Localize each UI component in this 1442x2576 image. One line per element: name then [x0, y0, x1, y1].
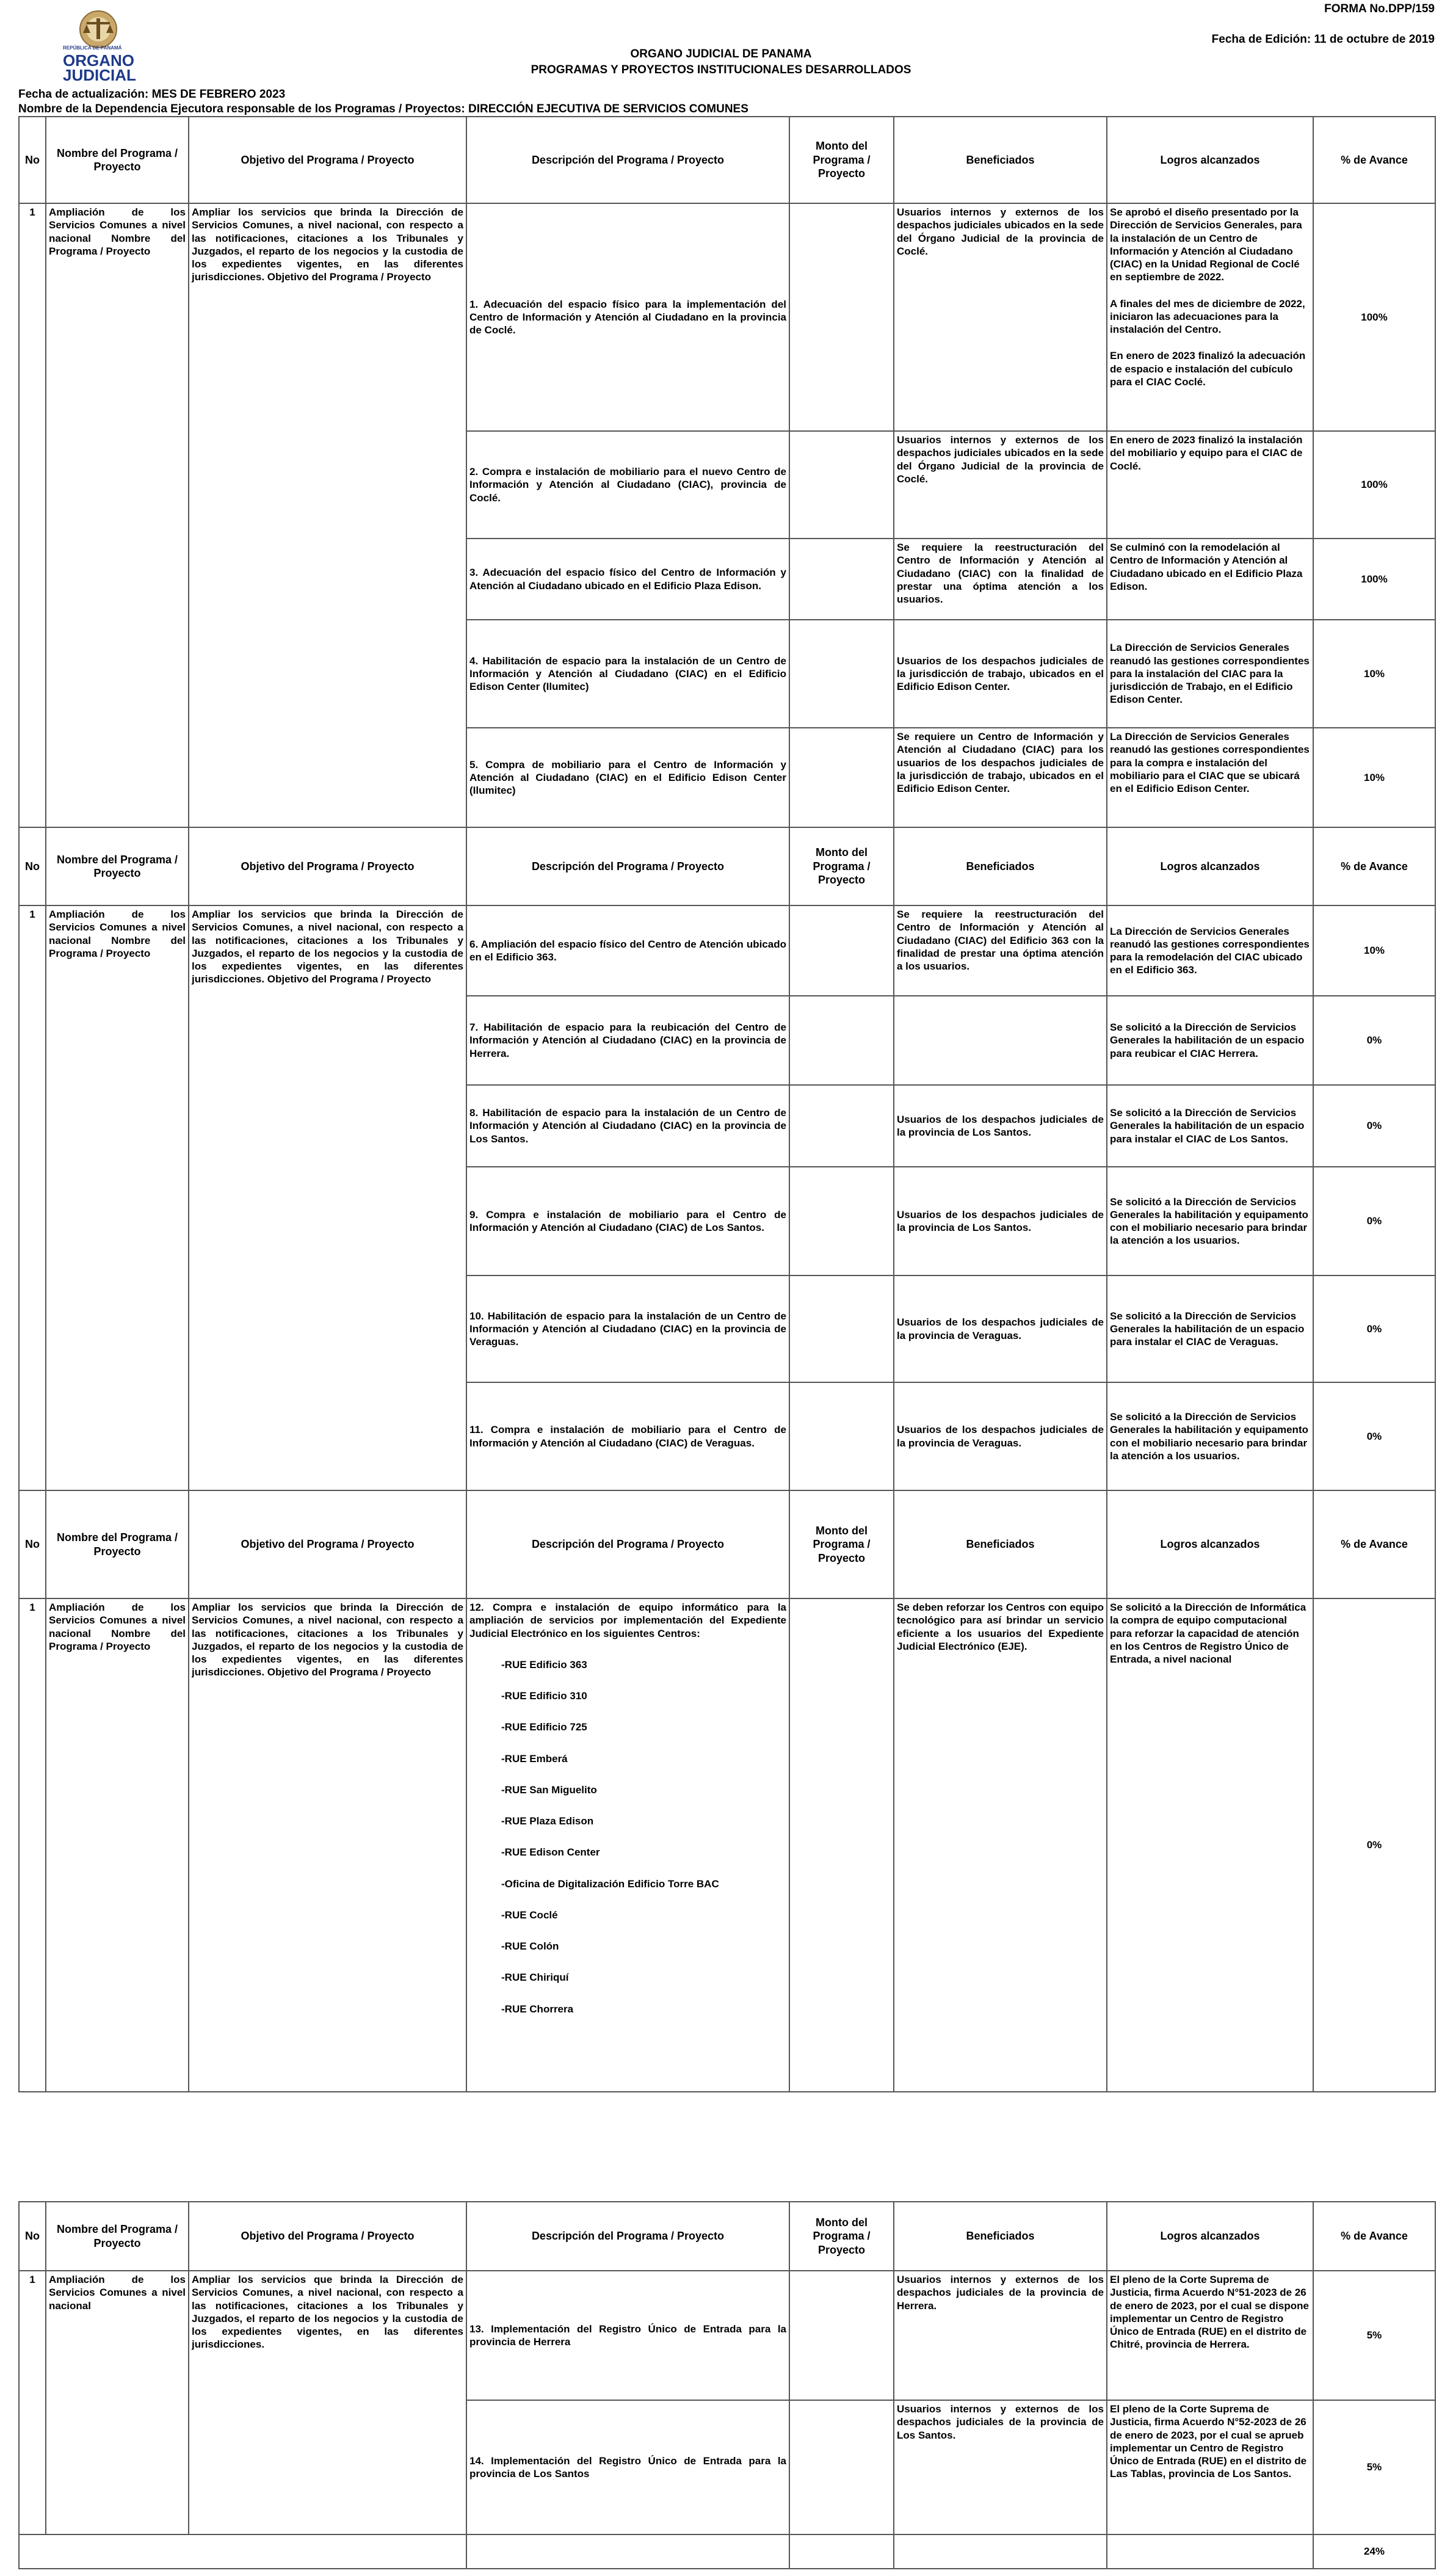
project-description: 8. Habilitación de espacio para la instalación de un Centro de Información y Atención al Ciudadano (CIAC) en la provincia de Los Santos.: [466, 1085, 789, 1167]
header-logros: Logros alcanzados: [1107, 1490, 1313, 1598]
program-number: 1: [19, 203, 46, 827]
total-empty-cell: [789, 2534, 894, 2569]
header-beneficiados: Beneficiados: [894, 117, 1107, 203]
project-amount: [789, 1598, 894, 2092]
project-description: 3. Adecuación del espacio físico del Centro de Información y Atención al Ciudadano ubicado en el Edificio Plaza Edison.: [466, 539, 789, 620]
project-progress: 10%: [1313, 905, 1435, 996]
update-date: Fecha de actualización: MES DE FEBRERO 2023: [18, 88, 286, 101]
form-number: FORMA No.DPP/159: [1324, 2, 1435, 15]
header-descripcion: Descripción del Programa / Proyecto: [466, 1490, 789, 1598]
header-objetivo: Objetivo del Programa / Proyecto: [189, 827, 466, 905]
project-description: 10. Habilitación de espacio para la instalación de un Centro de Información y Atención al Ciudadano (CIAC) en la provincia de Veraguas.: [466, 1275, 789, 1382]
header-descripcion: Descripción del Programa / Proyecto: [466, 827, 789, 905]
header-logros: Logros alcanzados: [1107, 117, 1313, 203]
logo-text-line1: ORGANO: [63, 51, 134, 70]
project-beneficiaries: [894, 996, 1107, 1085]
header-descripcion: Descripción del Programa / Proyecto: [466, 2202, 789, 2271]
project-progress: 100%: [1313, 539, 1435, 620]
program-objective: Ampliar los servicios que brinda la Dirección de Servicios Comunes, a nivel nacional, con respecto a las notificaciones, citaciones a los Tribunales y Juzgados, el reparto de los negocios y la custodia de los expedientes vigentes, en las diferentes jurisdicciones. Objetivo del Programa / Proyecto: [189, 203, 466, 827]
dependency-name: Nombre de la Dependencia Ejecutora responsable de los Programas / Proyectos: DIRECCIÓN EJECUTIVA DE SERVICIOS COMUNES: [18, 103, 748, 115]
program-objective: Ampliar los servicios que brinda la Dirección de Servicios Comunes, a nivel nacional, con respecto a las notificaciones, citaciones a los Tribunales y Juzgados, el reparto de los negocios y la custodia de los expedientes vigentes, en las diferentes jurisdicciones.: [189, 2271, 466, 2534]
project-progress: 5%: [1313, 2400, 1435, 2534]
header-monto: Monto del Programa / Proyecto: [789, 827, 894, 905]
project-beneficiaries: Usuarios de los despachos judiciales de la provincia de Veraguas.: [894, 1382, 1107, 1490]
project-achievements: Se solicitó a la Dirección de Servicios Generales la habilitación de un espacio para instalar el CIAC de Veraguas.: [1107, 1275, 1313, 1382]
projects-table-section-3: [18, 1490, 1436, 2092]
project-description: [466, 1598, 789, 2092]
logo-caption: REPÚBLICA DE PANAMÁ: [63, 45, 122, 51]
project-progress: 10%: [1313, 728, 1435, 827]
project-description-text: 12. Compra e instalación de equipo informático para la ampliación de servicios por implementación del Expediente Judicial Electrónico en los siguientes Centros:: [469, 1602, 786, 1639]
program-name: Ampliación de los Servicios Comunes a nivel nacional Nombre del Programa / Proyecto: [46, 905, 189, 1490]
header-avance: % de Avance: [1313, 2202, 1435, 2271]
project-achievements: El pleno de la Corte Suprema de Justicia, firma Acuerdo N°51-2023 de 26 de enero de 2023, por el cual se dispone implementar un Centro de Registro Único de Entrada (RUE) en el distrito de Chitré, provincia de Herrera.: [1107, 2271, 1313, 2400]
rue-center-item: -RUE Chorrera: [501, 2003, 574, 2015]
project-beneficiaries: Se requiere un Centro de Información y Atención al Ciudadano (CIAC) para los usuarios de los despachos judiciales de la jurisdicción de trabajo, ubicados en el Edificio Edison Center.: [894, 728, 1107, 827]
project-beneficiaries: Usuarios internos y externos de los despachos judiciales de la provincia de Herrera.: [894, 2271, 1107, 2400]
report-title: PROGRAMAS Y PROYECTOS INSTITUCIONALES DESARROLLADOS: [531, 63, 911, 76]
header-objetivo: Objetivo del Programa / Proyecto: [189, 2202, 466, 2271]
header-no: No: [19, 827, 46, 905]
project-amount: [789, 203, 894, 431]
project-progress: 100%: [1313, 431, 1435, 539]
project-progress: 0%: [1313, 1275, 1435, 1382]
project-achievements: Se solicitó a la Dirección de Informática la compra de equipo computacional para reforzar la capacidad de atención en los Centros de Registro Único de Entrada, a nivel nacional: [1107, 1598, 1313, 2092]
project-achievements: Se solicitó a la Dirección de Servicios Generales la habilitación y equipamento con el mobiliario necesario para brindar la atención a los usuarios.: [1107, 1167, 1313, 1275]
project-achievements: Se solicitó a la Dirección de Servicios Generales la habilitación de un espacio para reubicar el CIAC Herrera.: [1107, 996, 1313, 1085]
project-description: 4. Habilitación de espacio para la instalación de un Centro de Información y Atención al Ciudadano (CIAC) en el Edificio Edison Center (Ilumitec): [466, 620, 789, 728]
project-beneficiaries: Se requiere la reestructuración del Centro de Información y Atención al Ciudadano (CIAC) del Edificio 363 con la finalidad de prestar una óptima atención a los usuarios.: [894, 905, 1107, 996]
header-objetivo: Objetivo del Programa / Proyecto: [189, 1490, 466, 1598]
header-monto: Monto del Programa / Proyecto: [789, 1490, 894, 1598]
project-progress: 5%: [1313, 2271, 1435, 2400]
project-description: 2. Compra e instalación de mobiliario para el nuevo Centro de Información y Atención al Ciudadano (CIAC), provincia de Coclé.: [466, 431, 789, 539]
total-empty-cell: [1107, 2534, 1313, 2569]
rue-center-item: -RUE Edificio 725: [501, 1721, 587, 1733]
header-nombre: Nombre del Programa / Proyecto: [46, 1490, 189, 1598]
project-beneficiaries: Usuarios de los despachos judiciales de la provincia de Los Santos.: [894, 1167, 1107, 1275]
header-logros: Logros alcanzados: [1107, 2202, 1313, 2271]
project-description: 13. Implementación del Registro Único de Entrada para la provincia de Herrera: [466, 2271, 789, 2400]
program-number: 1: [19, 905, 46, 1490]
project-amount: [789, 2400, 894, 2534]
achievement-text: Se aprobó el diseño presentado por la Dirección de Servicios Generales, para la instalación de un Centro de Información y Atención al Ciudadano (CIAC) en la Unidad Regional de Coclé en septiembre de 2022.: [1110, 206, 1302, 283]
project-achievements: [1107, 203, 1313, 431]
rue-center-item: -Oficina de Digitalización Edificio Torre BAC: [501, 1878, 719, 1890]
project-amount: [789, 2271, 894, 2400]
project-progress: 0%: [1313, 996, 1435, 1085]
rue-center-item: -RUE Edificio 310: [501, 1690, 587, 1702]
project-amount: [789, 539, 894, 620]
project-description: 5. Compra de mobiliario para el Centro de Información y Atención al Ciudadano (CIAC) en el Edificio Edison Center (Ilumitec): [466, 728, 789, 827]
project-description: 14. Implementación del Registro Único de Entrada para la provincia de Los Santos: [466, 2400, 789, 2534]
project-beneficiaries: Se requiere la reestructuración del Centro de Información y Atención al Ciudadano (CIAC) con la finalidad de prestar una óptima atención a los usuarios.: [894, 539, 1107, 620]
project-description: 11. Compra e instalación de mobiliario para el Centro de Información y Atención al Ciudadano (CIAC) de Veraguas.: [466, 1382, 789, 1490]
project-beneficiaries: Usuarios internos y externos de los despachos judiciales ubicados en la sede del Órgano Judicial de la provincia de Coclé.: [894, 203, 1107, 431]
project-amount: [789, 1085, 894, 1167]
project-beneficiaries: Usuarios de los despachos judiciales de la provincia de Los Santos.: [894, 1085, 1107, 1167]
project-achievements: Se solicitó a la Dirección de Servicios Generales la habilitación de un espacio para instalar el CIAC de Los Santos.: [1107, 1085, 1313, 1167]
header-avance: % de Avance: [1313, 1490, 1435, 1598]
projects-table-section-2: [18, 827, 1436, 1491]
header-nombre: Nombre del Programa / Proyecto: [46, 2202, 189, 2271]
project-amount: [789, 1275, 894, 1382]
logo-text-line2: JUDICIAL: [63, 66, 136, 84]
header-avance: % de Avance: [1313, 827, 1435, 905]
header-beneficiados: Beneficiados: [894, 2202, 1107, 2271]
rue-center-item: -RUE San Miguelito: [501, 1783, 597, 1796]
project-achievements: El pleno de la Corte Suprema de Justicia, firma Acuerdo N°52-2023 de 26 de enero de 2023, por el cual se aprueb implementar un Centro de Registro Único de Entrada (RUE) en el distrito de Las Tablas, provincia de Los Santos.: [1107, 2400, 1313, 2534]
header-beneficiados: Beneficiados: [894, 1490, 1107, 1598]
project-achievements: La Dirección de Servicios Generales reanudó las gestiones correspondientes para la instalación del CIAC para la jurisdicción de Trabajo, en el Edificio Edison Center.: [1107, 620, 1313, 728]
rue-center-item: -RUE Coclé: [501, 1909, 558, 1921]
program-name: Ampliación de los Servicios Comunes a nivel nacional: [46, 2271, 189, 2534]
project-description: 7. Habilitación de espacio para la reubicación del Centro de Información y Atención al Ciudadano (CIAC) en la provincia de Herrera.: [466, 996, 789, 1085]
achievement-text: A finales del mes de diciembre de 2022, iniciaron las adecuaciones para la instalación del Centro.: [1110, 297, 1305, 335]
project-progress: 0%: [1313, 1167, 1435, 1275]
project-beneficiaries: Usuarios internos y externos de los despachos judiciales ubicados en la sede del Órgano Judicial de la provincia de Coclé.: [894, 431, 1107, 539]
header-monto: Monto del Programa / Proyecto: [789, 2202, 894, 2271]
project-amount: [789, 431, 894, 539]
project-amount: [789, 1382, 894, 1490]
project-progress: 0%: [1313, 1382, 1435, 1490]
total-empty-cell: [466, 2534, 789, 2569]
header-monto: Monto del Programa / Proyecto: [789, 117, 894, 203]
project-description: 9. Compra e instalación de mobiliario para el Centro de Información y Atención al Ciudadano (CIAC) de Los Santos.: [466, 1167, 789, 1275]
rue-center-item: -RUE Edificio 363: [501, 1658, 587, 1671]
project-achievements: Se solicitó a la Dirección de Servicios Generales la habilitación y equipamento con el mobiliario necesario para brindar la atención a los usuarios.: [1107, 1382, 1313, 1490]
header-nombre: Nombre del Programa / Proyecto: [46, 117, 189, 203]
header-beneficiados: Beneficiados: [894, 827, 1107, 905]
rue-center-item: -RUE Emberá: [501, 1752, 568, 1765]
achievement-text: En enero de 2023 finalizó la adecuación de espacio e instalación del cubículo para el CIAC Coclé.: [1110, 350, 1306, 388]
program-name: Ampliación de los Servicios Comunes a nivel nacional Nombre del Programa / Proyecto: [46, 203, 189, 827]
header-objetivo: Objetivo del Programa / Proyecto: [189, 117, 466, 203]
project-beneficiaries: Usuarios de los despachos judiciales de la jurisdicción de trabajo, ubicados en el Edificio Edison Center.: [894, 620, 1107, 728]
project-description: 6. Ampliación del espacio físico del Centro de Atención ubicado en el Edificio 363.: [466, 905, 789, 996]
project-beneficiaries: Se deben reforzar los Centros con equipo tecnológico para así brindar un servicio eficiente a los usuarios del Expediente Judicial Electrónico (EJE).: [894, 1598, 1107, 2092]
project-beneficiaries: Usuarios de los despachos judiciales de la provincia de Veraguas.: [894, 1275, 1107, 1382]
header-logros: Logros alcanzados: [1107, 827, 1313, 905]
edition-date: Fecha de Edición: 11 de octubre de 2019: [1211, 33, 1435, 46]
header-nombre: Nombre del Programa / Proyecto: [46, 827, 189, 905]
project-achievements: La Dirección de Servicios Generales reanudó las gestiones correspondientes para la remodelación del CIAC ubicado en el Edificio 363.: [1107, 905, 1313, 996]
header-no: No: [19, 1490, 46, 1598]
project-amount: [789, 620, 894, 728]
project-beneficiaries: Usuarios internos y externos de los despachos judiciales de la provincia de Los Santos.: [894, 2400, 1107, 2534]
project-progress: 10%: [1313, 620, 1435, 728]
total-empty-cell: [894, 2534, 1107, 2569]
total-progress: 24%: [1313, 2534, 1435, 2569]
project-amount: [789, 1167, 894, 1275]
program-name: Ampliación de los Servicios Comunes a nivel nacional Nombre del Programa / Proyecto: [46, 1598, 189, 2092]
rue-center-item: -RUE Colón: [501, 1940, 559, 1952]
program-objective: Ampliar los servicios que brinda la Dirección de Servicios Comunes, a nivel nacional, con respecto a las notificaciones, citaciones a los Tribunales y Juzgados, el reparto de los negocios y la custodia de los expedientes vigentes, en las diferentes jurisdicciones. Objetivo del Programa / Proyecto: [189, 1598, 466, 2092]
project-amount: [789, 905, 894, 996]
project-amount: [789, 728, 894, 827]
project-progress: 0%: [1313, 1598, 1435, 2092]
projects-table-section-1: [18, 116, 1436, 828]
rue-center-item: -RUE Edison Center: [501, 1846, 600, 1859]
project-achievements: Se culminó con la remodelación al Centro de Información y Atención al Ciudadano ubicado en el Edificio Plaza Edison.: [1107, 539, 1313, 620]
program-number: 1: [19, 2271, 46, 2534]
total-label-cell: [19, 2534, 466, 2569]
projects-table-section-4: [18, 2201, 1436, 2569]
project-progress: 100%: [1313, 203, 1435, 431]
project-progress: 0%: [1313, 1085, 1435, 1167]
header-avance: % de Avance: [1313, 117, 1435, 203]
header-no: No: [19, 2202, 46, 2271]
project-amount: [789, 996, 894, 1085]
project-achievements: La Dirección de Servicios Generales reanudó las gestiones correspondientes para la compra e instalación del mobiliario para el CIAC que se ubicará en el Edificio Edison Center.: [1107, 728, 1313, 827]
project-achievements: En enero de 2023 finalizó la instalación del mobiliario y equipo para el CIAC de Coclé.: [1107, 431, 1313, 539]
rue-center-item: -RUE Chiriquí: [501, 1972, 569, 1984]
header-descripcion: Descripción del Programa / Proyecto: [466, 117, 789, 203]
rue-center-item: -RUE Plaza Edison: [501, 1815, 594, 1827]
program-number: 1: [19, 1598, 46, 2092]
project-description: 1. Adecuación del espacio físico para la implementación del Centro de Información y Atención al Ciudadano en la provincia de Coclé.: [466, 203, 789, 431]
header-no: No: [19, 117, 46, 203]
organization-title: ORGANO JUDICIAL DE PANAMA: [630, 48, 812, 60]
program-objective: Ampliar los servicios que brinda la Dirección de Servicios Comunes, a nivel nacional, con respecto a las notificaciones, citaciones a los Tribunales y Juzgados, el reparto de los negocios y la custodia de los expedientes vigentes, en las diferentes jurisdicciones. Objetivo del Programa / Proyecto: [189, 905, 466, 1490]
